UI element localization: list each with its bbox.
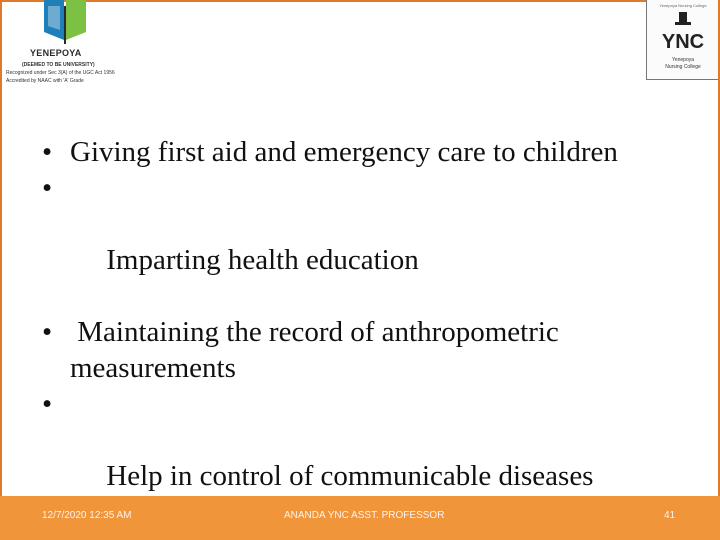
university-name: YENEPOYA — [30, 48, 82, 58]
list-item — [42, 134, 692, 170]
list-item — [42, 170, 692, 314]
bullet-icon: • — [42, 136, 53, 168]
college-name-line2: Nursing College — [665, 64, 701, 70]
list-item-text: Giving first aid and emergency care to children — [70, 136, 618, 168]
list-item — [42, 314, 692, 386]
university-recognition: Recognized under Sec 3(A) of the UGC Act 1956 — [6, 70, 115, 76]
list-item-text: Maintaining the record of anthropometric measurements — [70, 316, 567, 384]
university-shield-icon — [36, 0, 94, 48]
list-item-text: Help in control of communicable diseases — [99, 460, 594, 492]
bullet-icon: • — [42, 172, 53, 204]
college-caption: Yenepoya Nursing College — [659, 3, 707, 8]
university-logo — [6, 0, 116, 98]
university-subtitle: (DEEMED TO BE UNIVERSITY) — [22, 62, 95, 68]
bullet-icon: • — [42, 388, 53, 420]
college-logo — [646, 0, 718, 80]
footer-date: 12/7/2020 12:35 AM — [42, 510, 132, 521]
university-accreditation: Accredited by NAAC with 'A' Grade — [6, 78, 84, 84]
footer-presenter: ANANDA YNC ASST. PROFESSOR — [284, 510, 445, 521]
page-number: 41 — [664, 510, 676, 521]
slide-footer — [0, 496, 720, 540]
bullet-list — [42, 134, 692, 530]
bullet-icon: • — [42, 316, 53, 348]
college-crest-icon — [659, 10, 707, 54]
list-item-text: Imparting health education — [99, 244, 419, 276]
college-name-line1: Yenepoya — [671, 57, 695, 63]
college-monogram: YNC — [661, 31, 705, 53]
